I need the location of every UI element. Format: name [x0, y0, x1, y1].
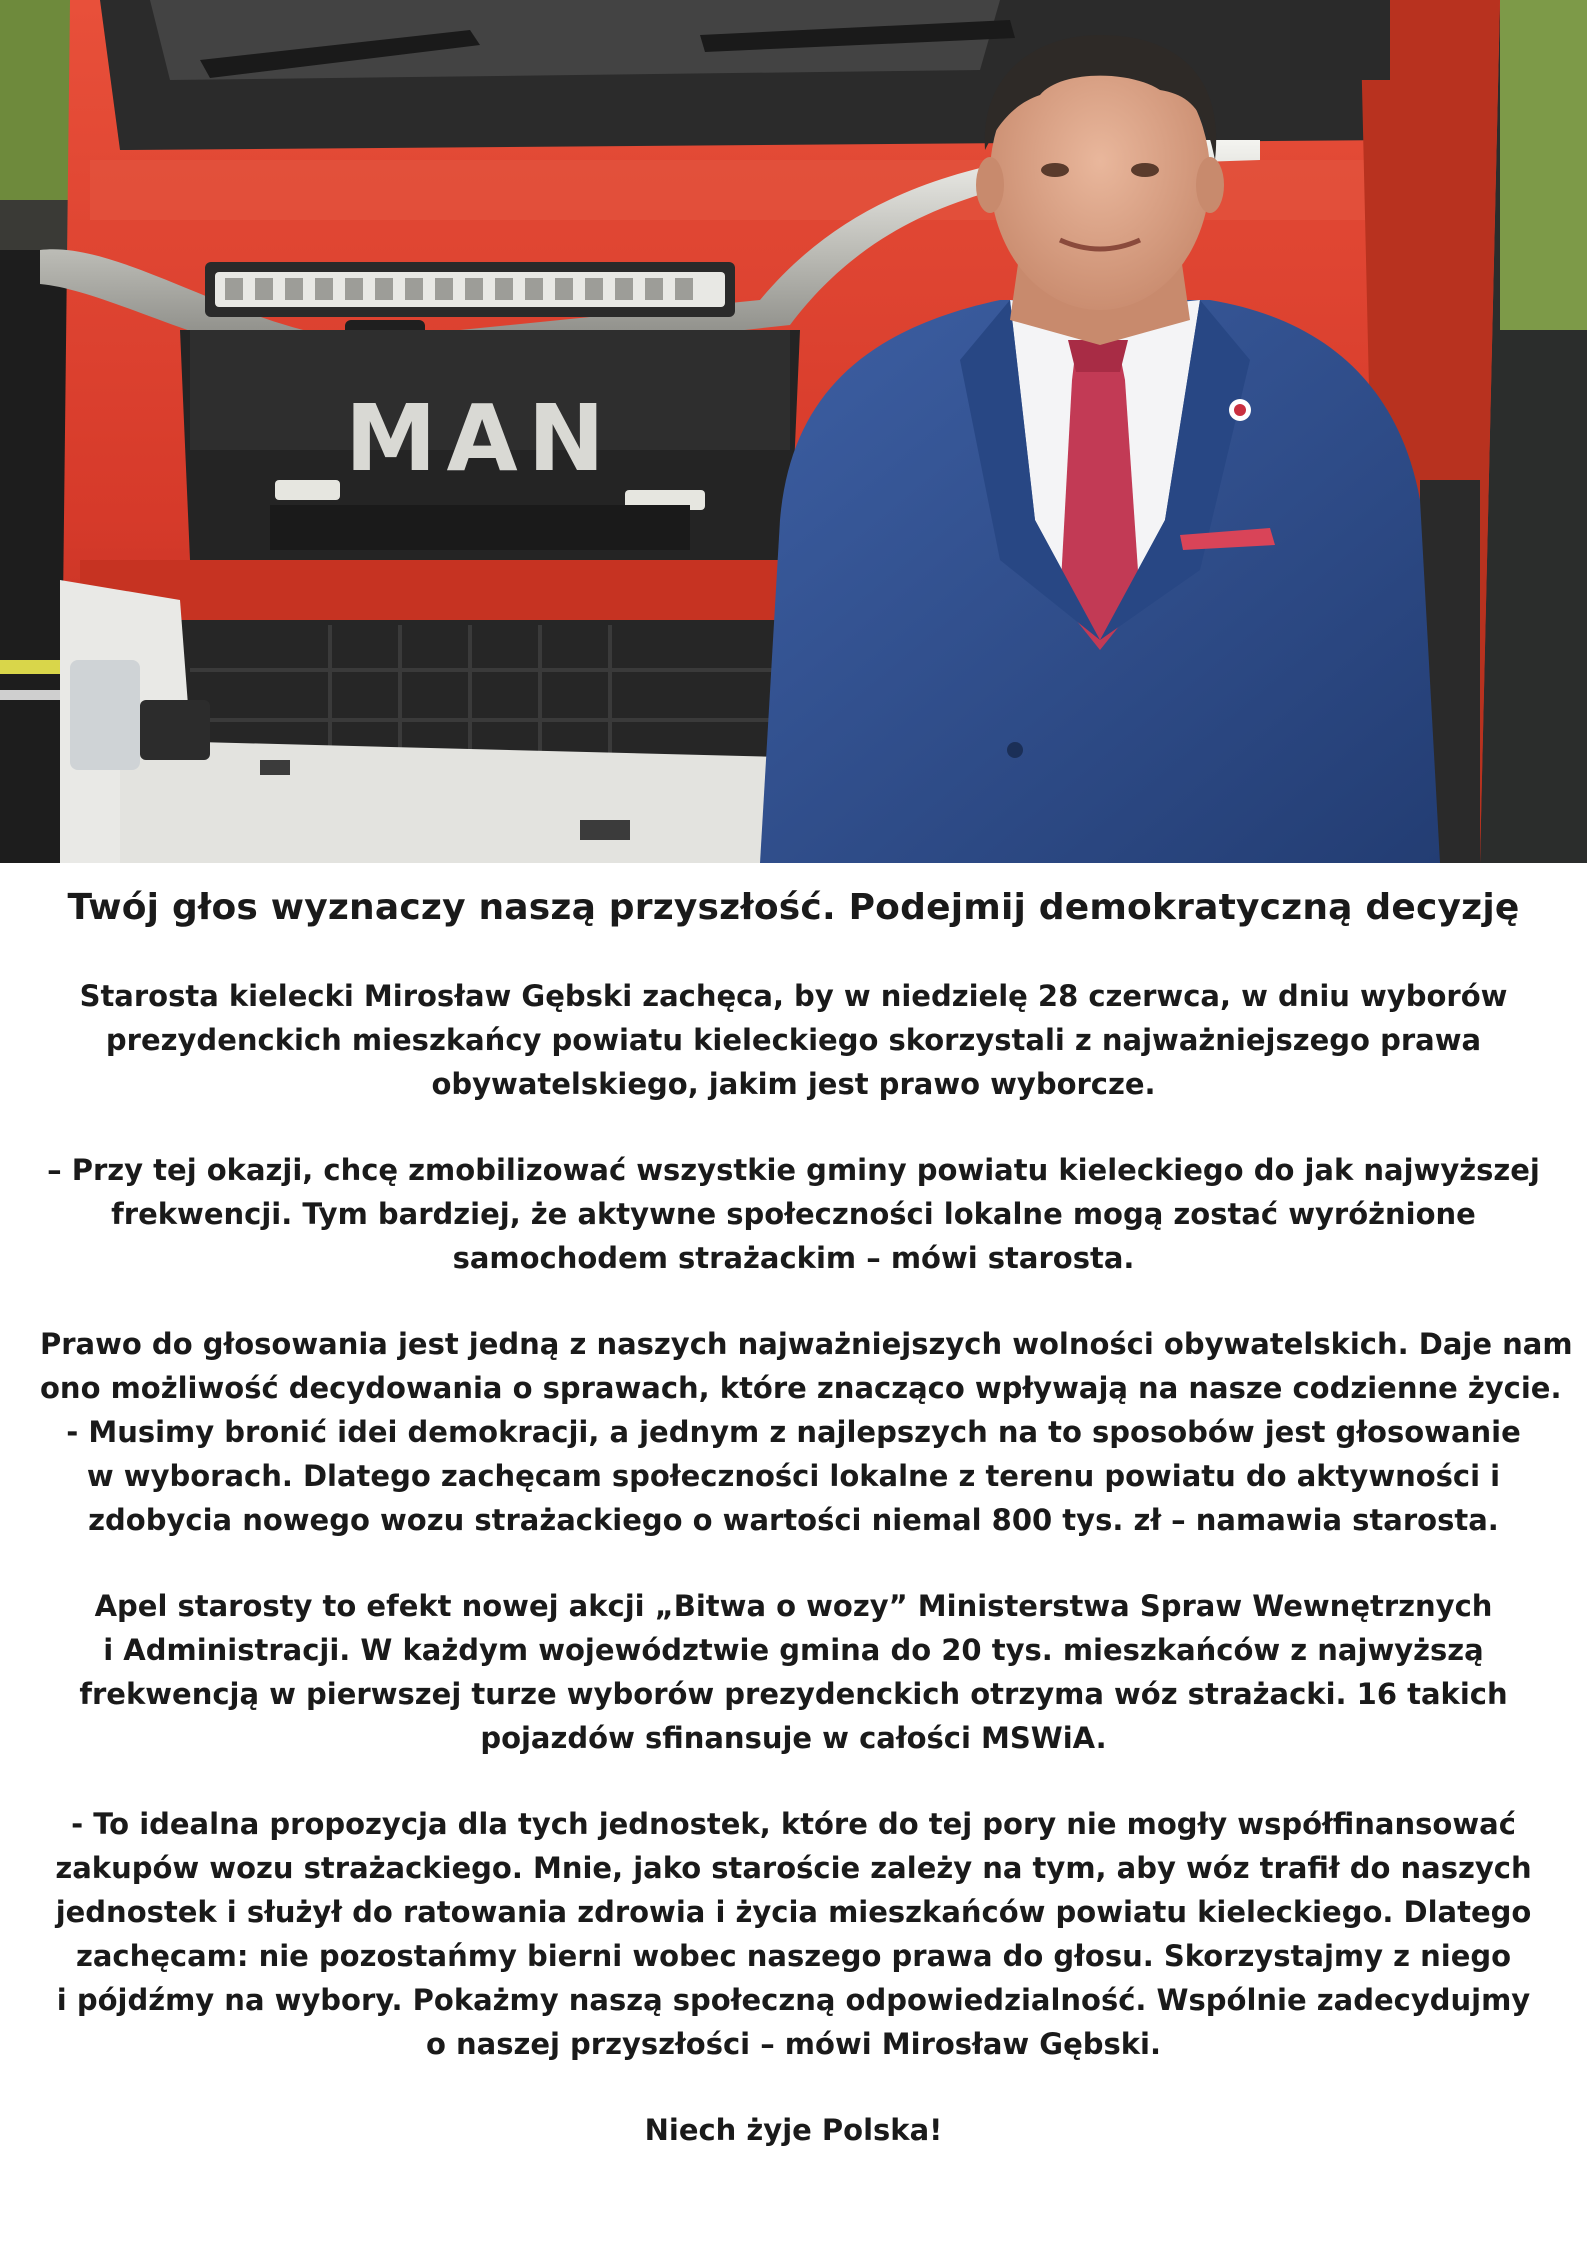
paragraph-line: frekwencji. Tym bardziej, że aktywne społeczności lokalne mogą zostać wyróżnione — [111, 1197, 1476, 1231]
paragraph-line: - Musimy bronić idei demokracji, a jednym z najlepszych na to sposobów jest głosowanie — [66, 1415, 1521, 1449]
paragraph-2 — [40, 1148, 1547, 1280]
paragraph-line: w wyborach. Dlatego zachęcam społeczności lokalne z terenu powiatu do aktywności i — [86, 1459, 1501, 1493]
paragraph-line: samochodem strażackim – mówi starosta. — [452, 1241, 1135, 1275]
paragraph-line: i Administracji. W każdym województwie gmina do 20 tys. mieszkańców z najwyższą — [103, 1633, 1484, 1667]
paragraph-line: ono możliwość decydowania o sprawach, które znacząco wpływają na nasze codzienne życie. — [40, 1371, 1562, 1405]
header-photo — [0, 0, 1587, 863]
paragraph-5 — [40, 1802, 1547, 2066]
paragraph-1 — [40, 974, 1547, 1106]
paragraph-line: zachęcam: nie pozostańmy bierni wobec naszego prawa do głosu. Skorzystajmy z niego — [75, 1939, 1512, 1973]
article-headline: Twój głos wyznaczy naszą przyszłość. Podejmij demokratyczną decyzję — [67, 887, 1520, 928]
paragraph-line: zakupów wozu strażackiego. Mnie, jako staroście zależy na tym, aby wóz trafił do naszych — [55, 1851, 1532, 1885]
paragraph-line: Starosta kielecki Mirosław Gębski zachęca, by w niedzielę 28 czerwca, w dniu wyborów — [79, 979, 1508, 1013]
firefighter-gear — [0, 250, 70, 863]
paragraph-line: Prawo do głosowania jest jedną z naszych najważniejszych wolności obywatelskich. Daje nam — [40, 1327, 1573, 1361]
paragraph-line: zdobycia nowego wozu strażackiego o wartości niemal 800 tys. zł – namawia starosta. — [88, 1503, 1499, 1537]
man-logo: MAN — [345, 385, 615, 492]
paragraph-line: frekwencją w pierwszej turze wyborów prezydenckich otrzyma wóz strażacki. 16 takich — [79, 1677, 1508, 1711]
closing-line: Niech żyje Polska! — [644, 2113, 943, 2147]
paragraph-line: o naszej przyszłości – mówi Mirosław Gębski. — [425, 2027, 1162, 2061]
paragraph-4 — [40, 1584, 1547, 1760]
paragraph-line: - To idealna propozycja dla tych jednostek, które do tej pory nie mogły współfinansować — [71, 1807, 1516, 1841]
paragraph-line: obywatelskiego, jakim jest prawo wyborcze. — [431, 1067, 1156, 1101]
garage-wall-right-green — [1500, 0, 1587, 330]
paragraph-line: Apel starosty to efekt nowej akcji „Bitwa o wozy” Ministerstwa Spraw Wewnętrznych — [94, 1589, 1493, 1623]
paragraph-line: jednostek i służył do ratowania zdrowia i życia mieszkańców powiatu kieleckiego. Dlatego — [55, 1895, 1532, 1929]
reflective-stripe-2 — [0, 690, 70, 700]
article — [40, 885, 1573, 2152]
reflective-stripe — [0, 660, 70, 674]
paragraph-line: i pójdźmy na wybory. Pokażmy naszą społeczną odpowiedzialność. Wspólnie zadecydujmy — [56, 1983, 1531, 2017]
paragraph-line: prezydenckich mieszkańcy powiatu kieleckiego skorzystali z najważniejszego prawa — [105, 1023, 1482, 1057]
paragraph-line: pojazdów sfinansuje w całości MSWiA. — [480, 1721, 1107, 1755]
paragraph-line: – Przy tej okazji, chcę zmobilizować wszystkie gminy powiatu kieleckiego do jak najwyższej — [47, 1153, 1540, 1187]
paragraph-3 — [40, 1322, 1573, 1542]
